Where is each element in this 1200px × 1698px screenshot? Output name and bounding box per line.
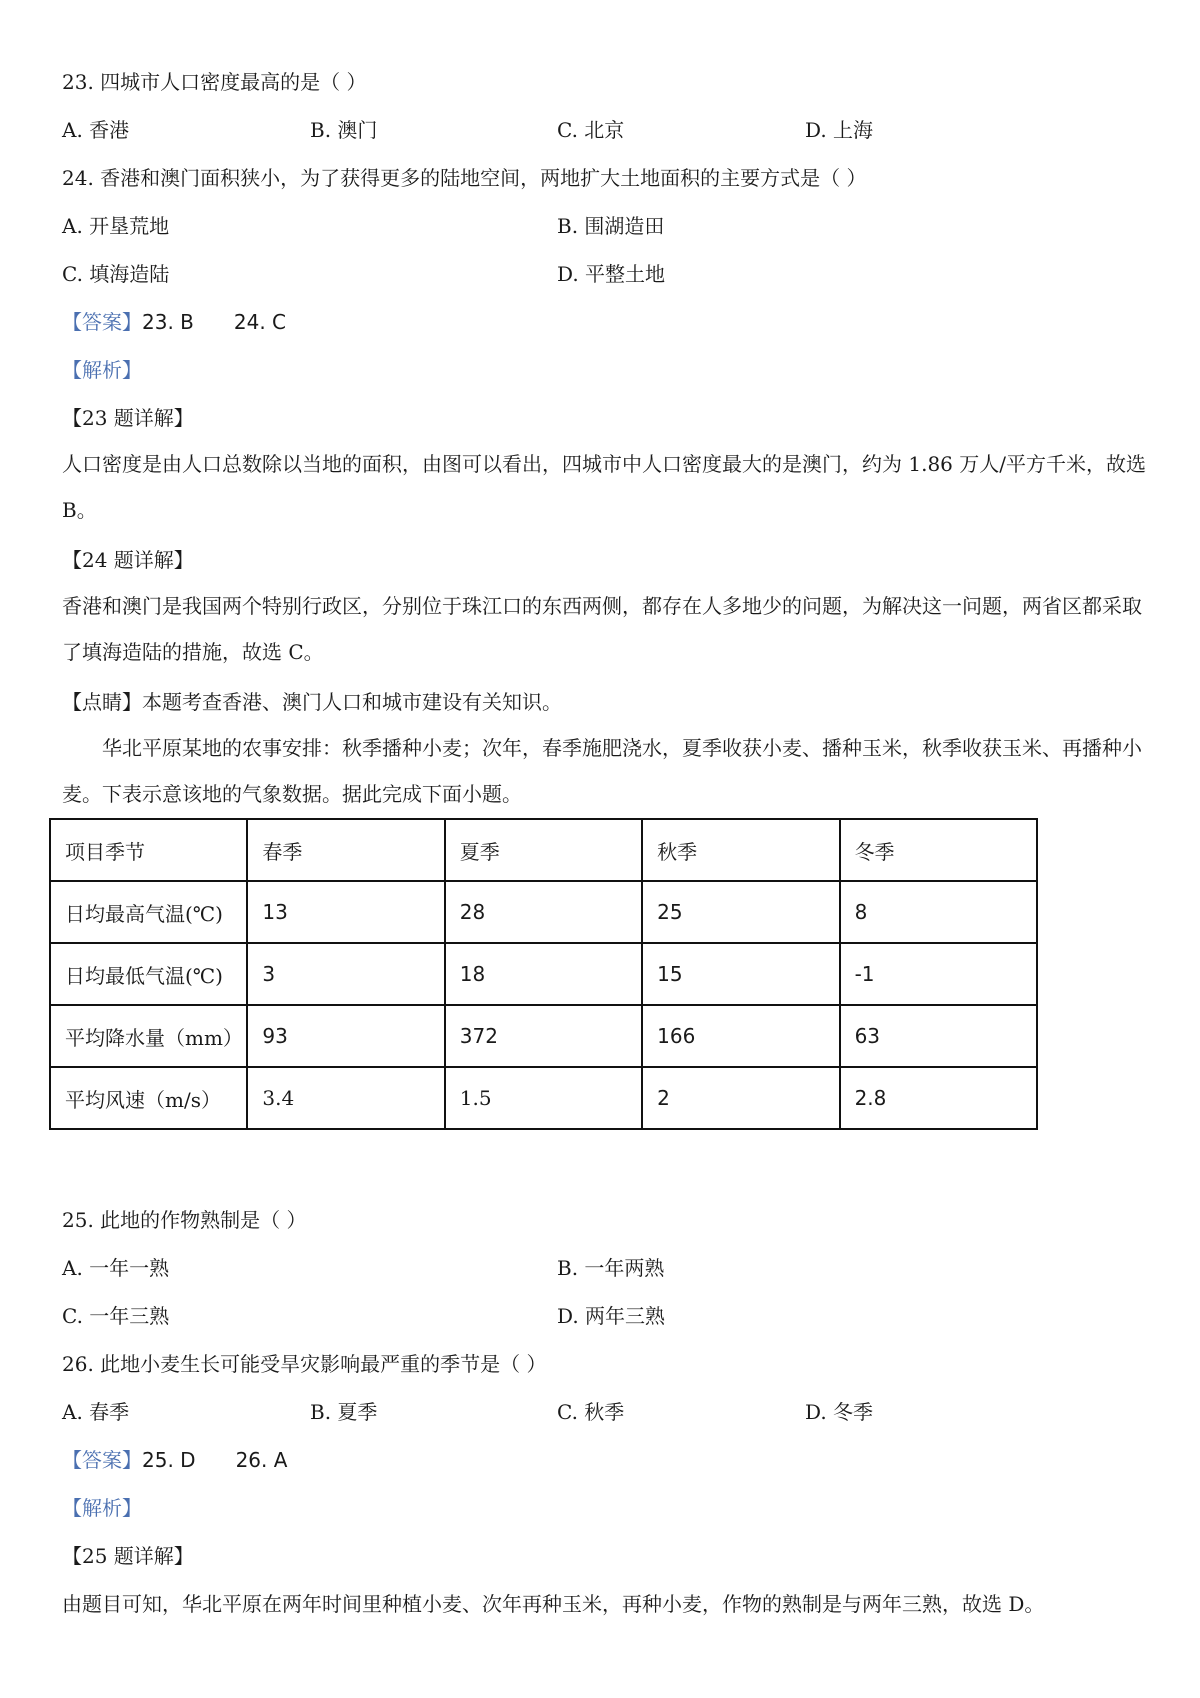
table-row xyxy=(50,943,1037,1005)
analysis-tag: 【解析】 xyxy=(62,358,142,382)
table-header-cell: 夏季 xyxy=(445,819,642,881)
q26-option-c: C. 秋季 xyxy=(557,1400,625,1424)
table-row xyxy=(50,881,1037,943)
q24-option-c: C. 填海造陆 xyxy=(62,262,170,286)
q25-option-d: D. 两年三熟 xyxy=(557,1304,666,1328)
table-header-cell: 项目季节 xyxy=(50,819,247,881)
table-cell: 3.4 xyxy=(247,1067,444,1129)
row-label: 平均降水量（mm） xyxy=(50,1005,247,1067)
answer-line-1 xyxy=(62,308,286,336)
q24-stem: 24. 香港和澳门面积狭小，为了获得更多的陆地空间，两地扩大土地面积的主要方式是（ ） xyxy=(62,166,867,190)
q26-stem: 26. 此地小麦生长可能受旱灾影响最严重的季节是（ ） xyxy=(62,1352,547,1376)
q24-option-b: B. 围湖造田 xyxy=(557,214,665,238)
table-header-cell: 春季 xyxy=(247,819,444,881)
table-row xyxy=(50,1005,1037,1067)
q25-option-b: B. 一年两熟 xyxy=(557,1256,665,1280)
q23-option-b: B. 澳门 xyxy=(310,118,378,142)
table-cell: 15 xyxy=(642,943,839,1005)
answer-23: 23. B xyxy=(142,310,194,334)
table-cell: 3 xyxy=(247,943,444,1005)
table-cell: 166 xyxy=(642,1005,839,1067)
answer-24: 24. C xyxy=(233,310,287,334)
table-cell: 1.5 xyxy=(445,1067,642,1129)
q23-option-c: C. 北京 xyxy=(557,118,625,142)
table-cell: 2 xyxy=(642,1067,839,1129)
table-cell: 93 xyxy=(247,1005,444,1067)
table-header-cell: 秋季 xyxy=(642,819,839,881)
table-cell: 63 xyxy=(840,1005,1037,1067)
table-cell: -1 xyxy=(840,943,1037,1005)
detail-23-heading: 【23 题详解】 xyxy=(62,406,194,430)
table-header-cell: 冬季 xyxy=(840,819,1037,881)
note-text: 【点睛】本题考查香港、澳门人口和城市建设有关知识。 xyxy=(62,690,562,714)
table-header-row xyxy=(50,819,1037,881)
q25-stem: 25. 此地的作物熟制是（ ） xyxy=(62,1208,307,1232)
analysis-tag-2: 【解析】 xyxy=(62,1496,142,1520)
q25-option-a: A. 一年一熟 xyxy=(62,1256,170,1280)
q24-option-d: D. 平整土地 xyxy=(557,262,666,286)
detail-25-heading: 【25 题详解】 xyxy=(62,1544,194,1568)
row-label: 平均风速（m/s） xyxy=(50,1067,247,1129)
answer-line-2 xyxy=(62,1446,287,1474)
detail-24-text: 香港和澳门是我国两个特别行政区，分别位于珠江口的东西两侧，都存在人多地少的问题，为解决这一问题，两省区都采取了填海造陆的措施，故选 C。 xyxy=(62,594,1142,664)
q26-option-b: B. 夏季 xyxy=(310,1400,378,1424)
q26-option-a: A. 春季 xyxy=(62,1400,130,1424)
answer-tag: 【答案】 xyxy=(62,310,142,334)
detail-25-text: 由题目可知，华北平原在两年时间里种植小麦、次年再种玉米，再种小麦，作物的熟制是与两年三熟，故选 D。 xyxy=(62,1592,1045,1616)
table-cell: 18 xyxy=(445,943,642,1005)
row-label: 日均最低气温(℃) xyxy=(50,943,247,1005)
row-label: 日均最高气温(℃) xyxy=(50,881,247,943)
q24-option-a: A. 开垦荒地 xyxy=(62,214,170,238)
answer-tag: 【答案】 xyxy=(62,1448,142,1472)
q23-stem: 23. 四城市人口密度最高的是（ ） xyxy=(62,70,367,94)
table-cell: 372 xyxy=(445,1005,642,1067)
answer-26: 26. A xyxy=(235,1448,288,1472)
table-cell: 25 xyxy=(642,881,839,943)
detail-24-heading: 【24 题详解】 xyxy=(62,548,194,572)
table-cell: 8 xyxy=(840,881,1037,943)
answer-25: 25. D xyxy=(142,1448,196,1472)
passage-text: 华北平原某地的农事安排：秋季播种小麦；次年，春季施肥浇水，夏季收获小麦、播种玉米，秋季收获玉米、再播种小麦。下表示意该地的气象数据。据此完成下面小题。 xyxy=(62,736,1142,806)
table-cell: 13 xyxy=(247,881,444,943)
detail-23-text: 人口密度是由人口总数除以当地的面积，由图可以看出，四城市中人口密度最大的是澳门，约为 1.86 万人/平方千米，故选 B。 xyxy=(62,452,1146,522)
q23-option-a: A. 香港 xyxy=(62,118,130,142)
q25-option-c: C. 一年三熟 xyxy=(62,1304,170,1328)
weather-table xyxy=(49,818,1038,1130)
q23-option-d: D. 上海 xyxy=(805,118,874,142)
table-row xyxy=(50,1067,1037,1129)
q26-option-d: D. 冬季 xyxy=(805,1400,874,1424)
table-cell: 28 xyxy=(445,881,642,943)
table-cell: 2.8 xyxy=(840,1067,1037,1129)
